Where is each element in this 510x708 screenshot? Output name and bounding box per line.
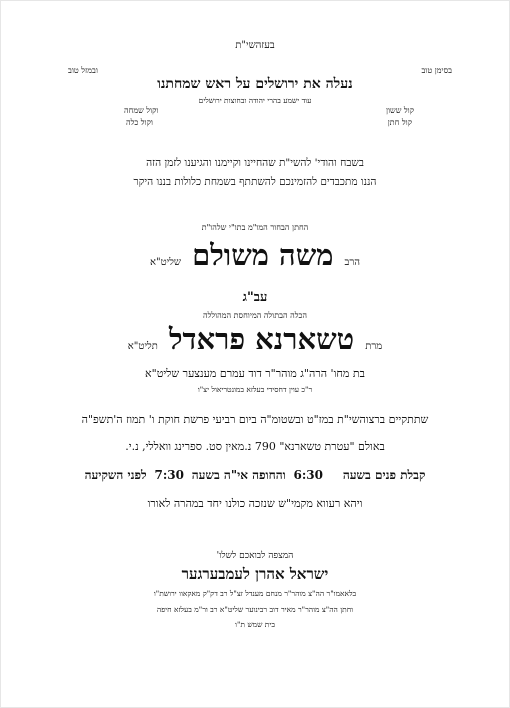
signature-label: המצפה לבואכם לשלו' — [216, 551, 294, 561]
kabbalas-panim-label: קבלת פנים בשעה — [342, 468, 426, 482]
kallah-name-line — [0, 322, 510, 357]
kabbalas-panim-time: 6:30 — [293, 468, 324, 482]
verse-heading: נעלה את ירושלים על ראש שמחתנו — [157, 76, 353, 92]
corner-left-text: ובמזל טוב — [68, 66, 98, 75]
intro-line-1: בשבח והודי' להשי"ת שהחיינו וקיימנו והגיענו לזמן הזה — [146, 157, 364, 169]
kallah-suffix: תליט"א — [127, 341, 158, 352]
verse-subline: עוד ישמע בהרי יהודה ובחוצות ירושלים — [198, 96, 312, 105]
signature-name: ישראל אהרן לעמבערגער — [181, 565, 329, 583]
chasan-name: משה משולם — [192, 238, 334, 272]
signature-line-1: בלאאמו"ר הה"צ מוהר"ר מנחם מענדל זצ"ל רב דק"ק מאקאוו ירושת"ו — [153, 589, 357, 598]
connector-text: עב"ג — [242, 290, 268, 305]
event-times-line — [0, 468, 510, 483]
signature-line-2: וחתן הה"צ מוהר"ר מאיר דוב רבינוער שליט"א רב ור"מ בעלזא חיפה — [156, 605, 354, 614]
chasan-prefix: הרב — [344, 257, 360, 268]
kallah-label: הכלה הבתולה המיוחסת המהוללה — [203, 311, 307, 320]
intro-line-2: הננו מתכבדים להזמינכם להשתתף בשמחת כלולות בננו היקר — [133, 176, 377, 188]
before-sunset-text: לפני השקיעה — [84, 468, 147, 482]
corner-right-text: בסימן טוב — [421, 66, 452, 75]
chasan-label: החתן הבחור המו"מ בתו"י שלהו"ת — [201, 223, 309, 232]
kallah-prefix: מרת — [365, 341, 383, 352]
blessing-line: ויהא רעווא מקמי"ש שנזכה כולנו יחד במהרה לאורו — [147, 497, 363, 510]
chasan-suffix: שליט"א — [149, 257, 182, 268]
chuppah-time: 7:30 — [154, 468, 184, 482]
event-hall-line: באולם "עטרת טשארנא" 790 נ.מאין סט. ספרינג וואללי, נ.י. — [125, 440, 385, 453]
signature-line-3: בית שמש ת"ו — [235, 620, 275, 629]
kallah-sub-line: ר"כ עוין דחסידי בעלזא במונטריאול יצ"ו — [197, 385, 313, 394]
kol-sasson-text: קול ששון — [385, 106, 414, 115]
chasan-name-line — [0, 238, 510, 273]
event-date-line: שתתקיים ברצוהשי"ת במז"ט ובשטומ"ה ביום רביעי פרשת חוקת ו' תמוז ה'תשפ"ה — [81, 413, 429, 426]
kol-kallah-text: וקול כלה — [126, 118, 153, 127]
bsd-text: בעזהשי"ת — [235, 40, 275, 51]
chuppah-label: והחופה אי"ה בשעה — [191, 468, 286, 482]
kol-simcha-text: וקול שמחה — [124, 106, 159, 115]
kallah-name: טשארנא פראדל — [168, 322, 355, 356]
kallah-parent-line: בת מחו' הרה"ג מוהר"ר דוד עמרם מענצער שליט"א — [145, 367, 365, 380]
kol-chasan-text: קול חתן — [387, 118, 412, 127]
